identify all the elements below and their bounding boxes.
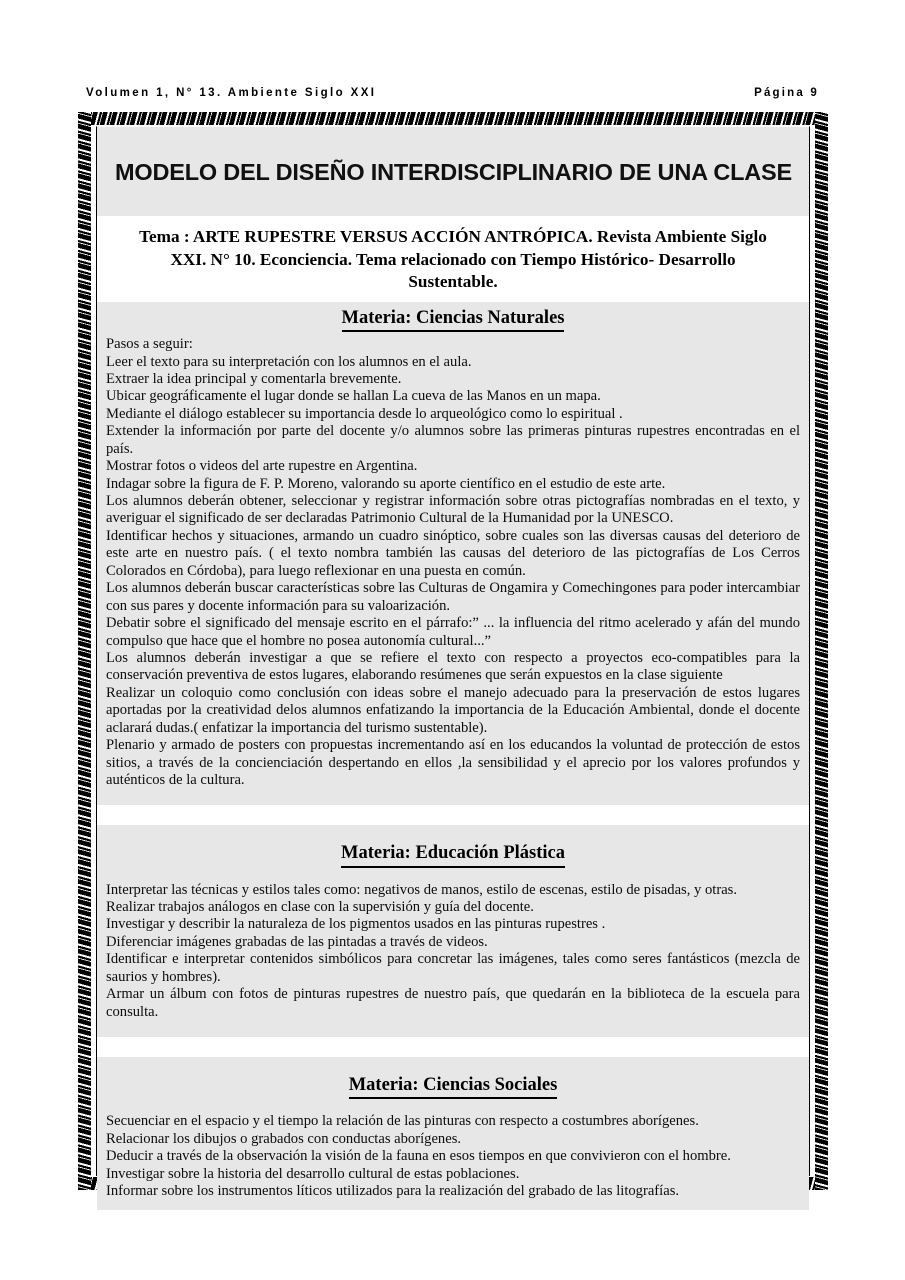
tema-block bbox=[97, 216, 809, 302]
section-heading: Materia: Educación Plástica bbox=[341, 842, 565, 867]
body-line: Deducir a través de la observación la visión de la fauna en esos tiempos en que convivieron con el hombre. bbox=[106, 1148, 731, 1165]
body-line: Debatir sobre el significado del mensaje escrito en el párrafo:” ... la influencia del ritmo acelerado y afán del mundo compulso que hace que el hombre no posea autonomía cultural...” bbox=[106, 615, 800, 649]
section-heading-wrap bbox=[97, 302, 809, 336]
content-column bbox=[96, 126, 810, 1199]
body-line: Realizar un coloquio como conclusión con ideas sobre el manejo adecuado para la preservación de estos lugares aportadas por la creatividad delos alumnos enfatizando la importancia de la Educación Ambiental, donde el docente aclarará dudas.( enfatizar la importancia del turismo sustentable). bbox=[106, 684, 800, 736]
body-line: Extraer la idea principal y comentarla brevemente. bbox=[106, 370, 402, 387]
running-header bbox=[86, 86, 819, 108]
body-line: Los alumnos deberán obtener, seleccionar y registrar información sobre otras pictografías nombradas en el texto, y averiguar el significado de ser declaradas Patrimonio Cultural de la Humanidad por la UNESCO. bbox=[106, 493, 800, 527]
banner-title-block bbox=[97, 127, 809, 216]
section-body bbox=[97, 882, 809, 1038]
section-gap bbox=[97, 805, 809, 825]
section-heading: Materia: Ciencias Naturales bbox=[342, 307, 565, 332]
tema-text: Tema : ARTE RUPESTRE VERSUS ACCIÓN ANTRÓPICA. Revista Ambiente Siglo XXI. N° 10. Econciencia. Tema relacionado con Tiempo Histórico- Desarrollo Sustentable. bbox=[139, 226, 767, 292]
frame-edge-right bbox=[815, 112, 828, 1190]
body-line: Secuenciar en el espacio y el tiempo la relación de las pinturas con respecto a costumbres aborígenes. bbox=[106, 1113, 699, 1130]
body-line: Informar sobre los instrumentos líticos utilizados para la realización del grabado de las litografías. bbox=[106, 1182, 680, 1199]
header-page-number: Página 9 bbox=[754, 87, 819, 99]
section-heading-wrap bbox=[97, 1057, 809, 1113]
body-line: Indagar sobre la figura de F. P. Moreno, valorando su aporte científico en el estudio de este arte. bbox=[106, 475, 666, 492]
body-line: Investigar y describir la naturaleza de los pigmentos usados en las pinturas rupestres . bbox=[106, 916, 606, 933]
section-heading-wrap bbox=[97, 825, 809, 881]
section-body bbox=[97, 1113, 809, 1210]
body-line: Mediante el diálogo establecer su importancia desde lo arqueológico como lo espiritual . bbox=[106, 405, 623, 422]
frame-edge-left bbox=[78, 112, 91, 1190]
body-line: Leer el texto para su interpretación con los alumnos en el aula. bbox=[106, 353, 472, 370]
section-heading: Materia: Ciencias Sociales bbox=[349, 1074, 558, 1099]
section-ciencias-naturales bbox=[97, 302, 809, 806]
frame-edge-top bbox=[78, 112, 828, 125]
body-line: Pasos a seguir: bbox=[106, 336, 193, 353]
body-line: Los alumnos deberán buscar características sobre las Culturas de Ongamira y Comechingones para poder intercambiar con sus pares y docente información para su valoarización. bbox=[106, 580, 800, 614]
body-line: Relacionar los dibujos o grabados con conductas aborígenes. bbox=[106, 1130, 462, 1147]
section-body bbox=[97, 336, 809, 805]
section-gap bbox=[97, 1037, 809, 1057]
body-line: Identificar e interpretar contenidos simbólicos para concretar las imágenes, tales como seres fantásticos (mezcla de saurios y hombres). bbox=[106, 951, 800, 985]
body-line: Interpretar las técnicas y estilos tales como: negativos de manos, estilo de escenas, estilo de pisadas, y otras. bbox=[106, 881, 737, 898]
body-line: Mostrar fotos o videos del arte rupestre en Argentina. bbox=[106, 458, 418, 475]
body-line: Investigar sobre la historia del desarrollo cultural de estas poblaciones. bbox=[106, 1165, 520, 1182]
body-line: Plenario y armado de posters con propuestas incrementando así en los educandos la voluntad de protección de estos sitios, a través de la concienciación despertando en ellos ,la sensibilidad y el aprecio por los valores profundos y auténticos de la cultura. bbox=[106, 737, 800, 789]
page-title: MODELO DEL DISEÑO INTERDISCIPLINARIO DE UNA CLASE bbox=[115, 159, 792, 185]
body-line: Ubicar geográficamente el lugar donde se hallan La cueva de las Manos en un mapa. bbox=[106, 388, 601, 405]
body-line: Identificar hechos y situaciones, armando un cuadro sinóptico, sobre cuales son las diversas causas del deterioro de este arte en nuestro país. ( el texto nombra también las causas del deterioro de las pictografías de Los Cerros Colorados en Córdoba), para luego reflexionar en una puesta en común. bbox=[106, 527, 800, 579]
section-educacion-plastica bbox=[97, 825, 809, 1037]
body-line: Diferenciar imágenes grabadas de las pintadas a través de videos. bbox=[106, 933, 488, 950]
section-ciencias-sociales bbox=[97, 1057, 809, 1210]
body-line: Los alumnos deberán investigar a que se refiere el texto con respecto a proyectos eco-compatibles para la conservación preventiva de estos lugares, elaborando resúmenes que serán expuestos en la clase siguiente bbox=[106, 649, 800, 684]
body-line: Extender la información por parte del docente y/o alumnos sobre las primeras pinturas rupestres encontradas en el país. bbox=[106, 423, 800, 457]
body-line: Realizar trabajos análogos en clase con la supervisión y guía del docente. bbox=[106, 899, 534, 916]
header-volume-label: Volumen 1, N° 13. Ambiente Siglo XXI bbox=[86, 87, 377, 99]
body-line: Armar un álbum con fotos de pinturas rupestres de nuestro país, que quedarán en la biblioteca de la escuela para consulta. bbox=[106, 986, 800, 1020]
